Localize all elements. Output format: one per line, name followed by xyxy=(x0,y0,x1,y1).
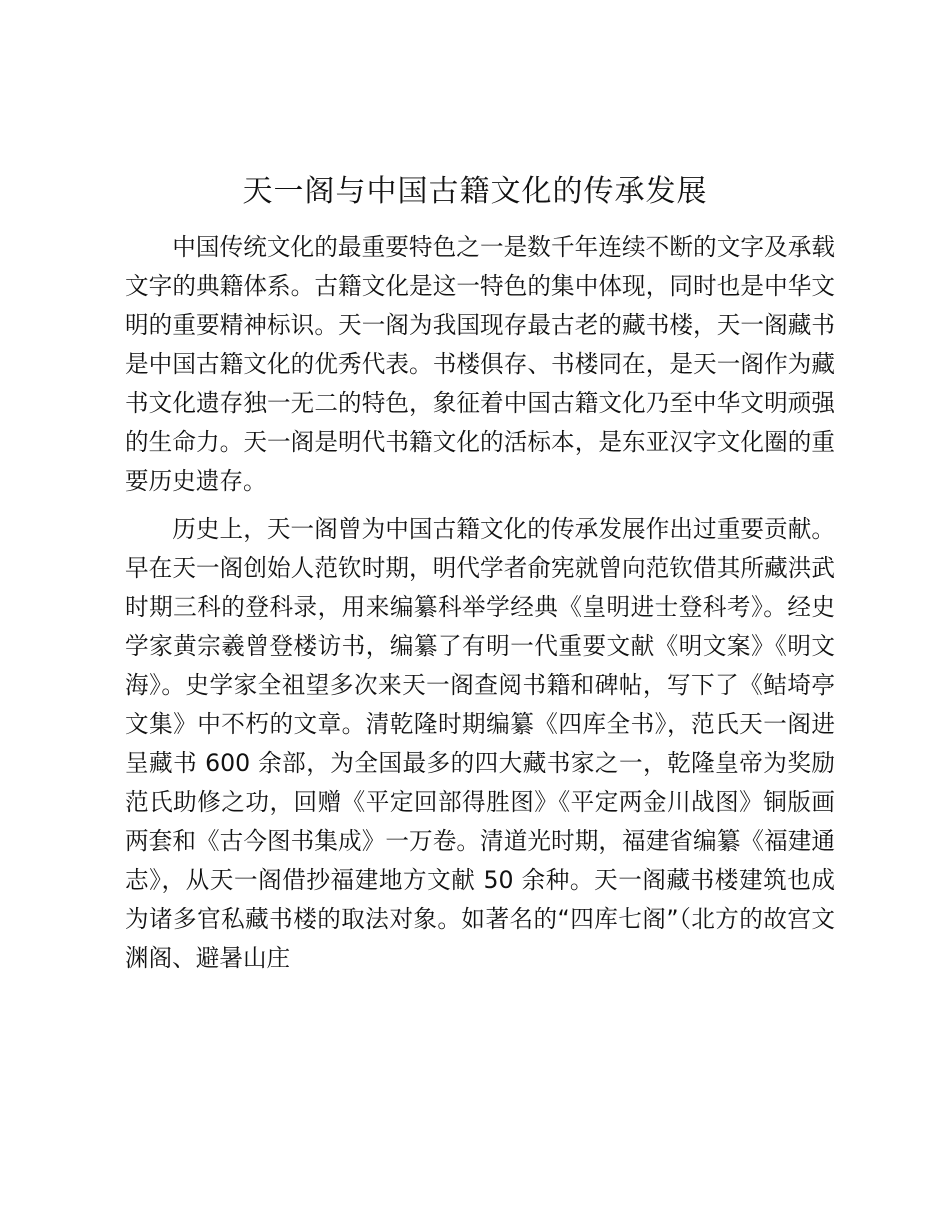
document-body xyxy=(125,228,835,987)
paragraph-1: 中国传统文化的最重要特色之一是数千年连续不断的文字及承载文字的典籍体系。古籍文化是这一特色的集中体现，同时也是中华文明的重要精神标识。天一阁为我国现存最古老的藏书楼，天一阁藏书是中国古籍文化的优秀代表。书楼俱存、书楼同在，是天一阁作为藏书文化遗存独一无二的特色，象征着中国古籍文化乃至中华文明顽强的生命力。天一阁是明代书籍文化的活标本，是东亚汉字文化圈的重要历史遗存。 xyxy=(125,233,835,495)
paragraph-2: 历史上，天一阁曾为中国古籍文化的传承发展作出过重要贡献。早在天一阁创始人范钦时期，明代学者俞宪就曾向范钦借其所藏洪武时期三科的登科录，用来编纂科举学经典《皇明进士登科考》。经史学家黄宗羲曾登楼访书，编纂了有明一代重要文献《明文案》《明文海》。史学家全祖望多次来天一阁查阅书籍和碑帖，写下了《鲒埼亭文集》中不朽的文章。清乾隆时期编纂《四库全书》，范氏天一阁进呈藏书 600 余部，为全国最多的四大藏书家之一，乾隆皇帝为奖励范氏助修之功，回赠《平定回部得胜图》《平定两金川战图》铜版画两套和《古今图书集成》一万卷。清道光时期，福建省编纂《福建通志》，从天一阁借抄福建地方文献 50 余种。天一阁藏书楼建筑也成为诸多官私藏书楼的取法对象。如著名的“四库七阁”（北方的故宫文渊阁、避暑山庄 xyxy=(125,515,835,972)
document-title: 天一阁与中国古籍文化的传承发展 xyxy=(242,174,708,209)
